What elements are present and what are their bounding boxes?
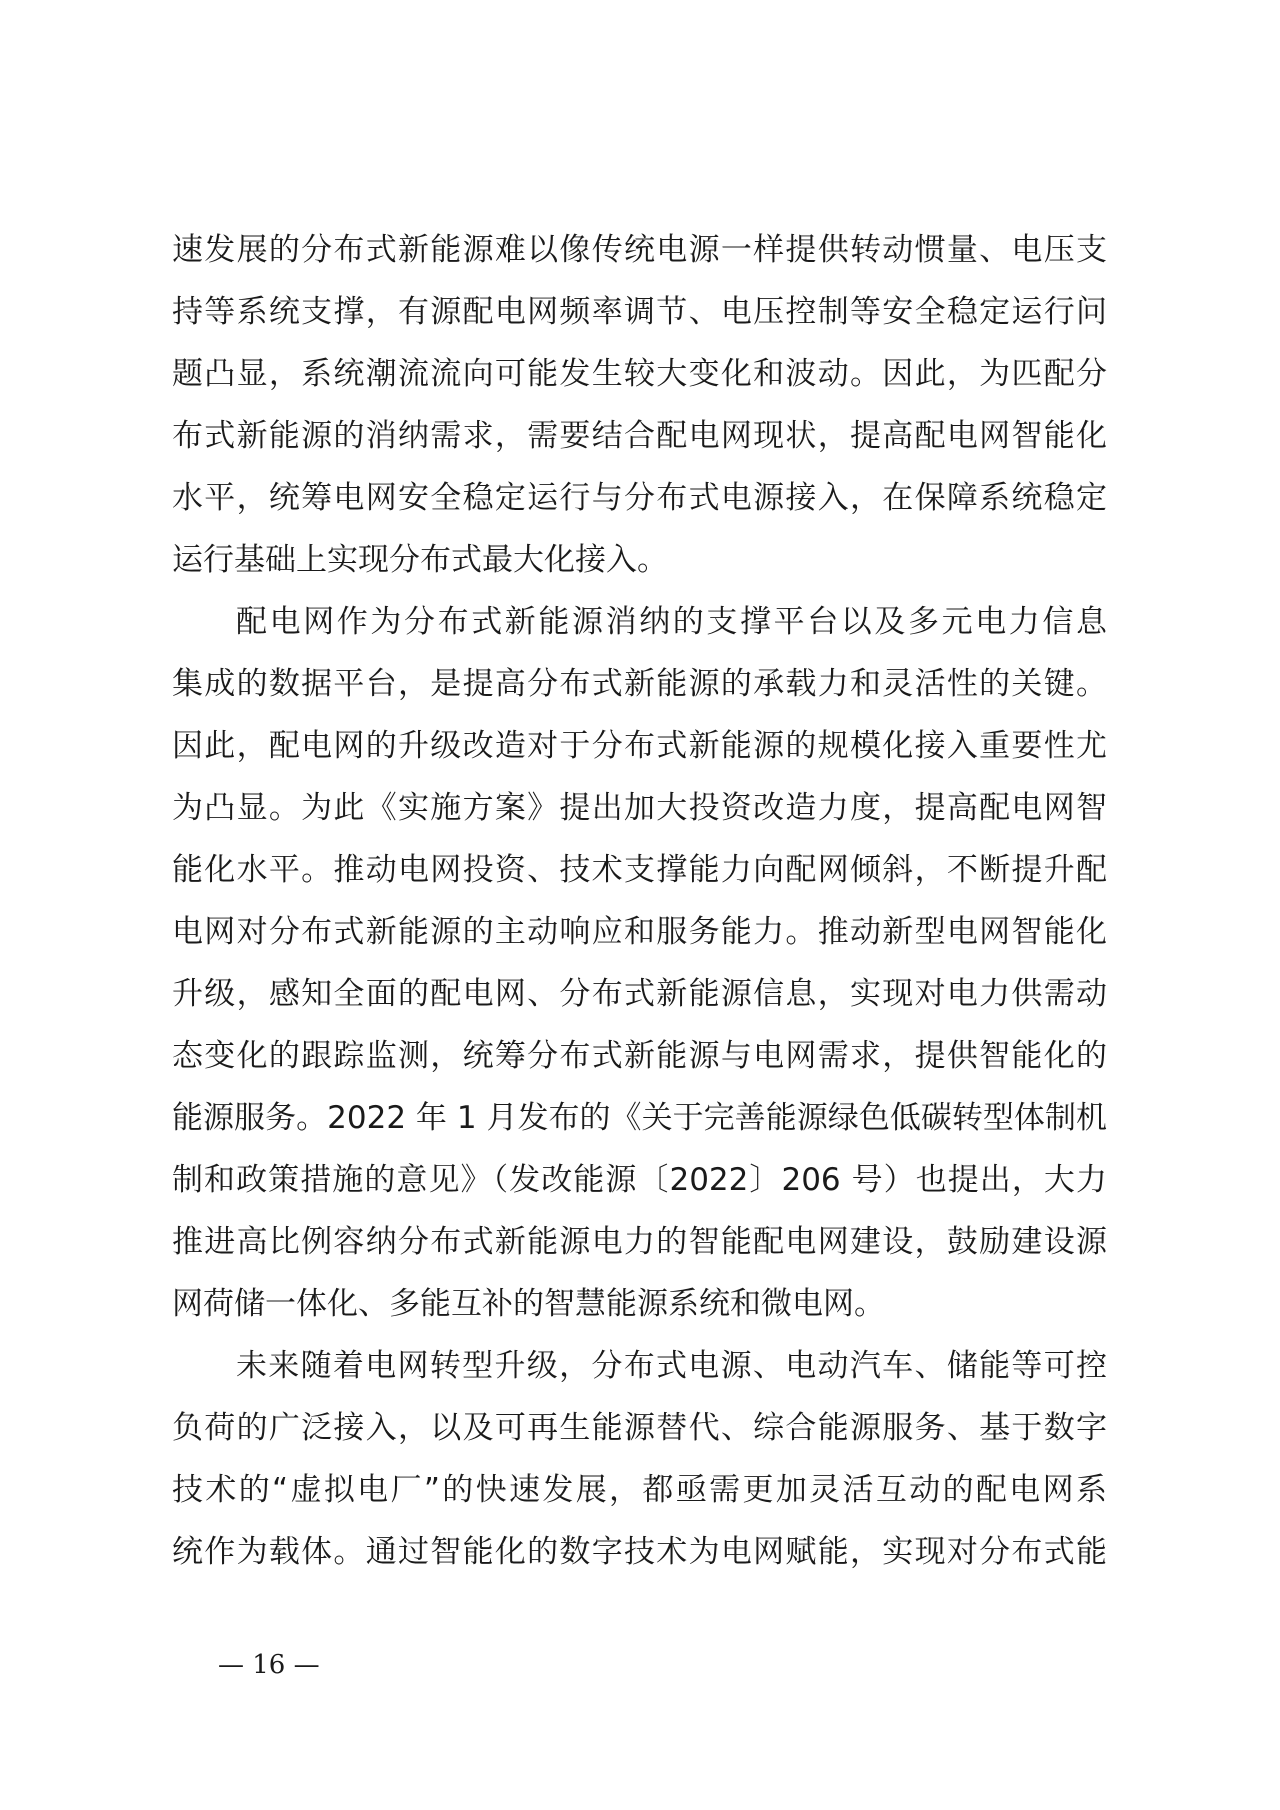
text-line: 集成的数据平台，是提高分布式新能源的承载力和灵活性的关键。 [172, 666, 1107, 702]
text-line: 电网对分布式新能源的主动响应和服务能力。推动新型电网智能化 [172, 914, 1107, 950]
text-line: 网荷储一体化、多能互补的智慧能源系统和微电网。 [172, 1286, 885, 1322]
text-line: 水平，统筹电网安全稳定运行与分布式电源接入，在保障系统稳定 [172, 480, 1107, 516]
text-line: 因此，配电网的升级改造对于分布式新能源的规模化接入重要性尤 [172, 728, 1107, 764]
text-line: 统作为载体。通过智能化的数字技术为电网赋能，实现对分布式能 [172, 1534, 1107, 1570]
text-line: 态变化的跟踪监测，统筹分布式新能源与电网需求，提供智能化的 [172, 1038, 1107, 1074]
text-line: 速发展的分布式新能源难以像传统电源一样提供转动惯量、电压支 [172, 232, 1107, 268]
text-line: 推进高比例容纳分布式新能源电力的智能配电网建设，鼓励建设源 [172, 1224, 1107, 1260]
text-line: 技术的“虚拟电厂”的快速发展，都亟需更加灵活互动的配电网系 [172, 1472, 1107, 1508]
text-line: 为凸显。为此《实施方案》提出加大投资改造力度，提高配电网智 [172, 790, 1107, 826]
paragraph-1 [172, 219, 1107, 591]
text-line: 持等系统支撑，有源配电网频率调节、电压控制等安全稳定运行问 [172, 294, 1107, 330]
text-line: 题凸显，系统潮流流向可能发生较大变化和波动。因此，为匹配分 [172, 356, 1107, 392]
page-number: — 16 — [218, 1650, 320, 1680]
paragraph-3 [172, 1335, 1107, 1583]
text-line: 能化水平。推动电网投资、技术支撑能力向配网倾斜，不断提升配 [172, 852, 1107, 888]
text-line: 能源服务。2022 年 1 月发布的《关于完善能源绿色低碳转型体制机 [172, 1100, 1107, 1136]
text-line: 制和政策措施的意见》（发改能源〔2022〕206 号）也提出，大力 [172, 1162, 1107, 1198]
body-text [172, 219, 1107, 1583]
text-line: 配电网作为分布式新能源消纳的支撑平台以及多元电力信息 [236, 604, 1107, 640]
paragraph-2 [172, 591, 1107, 1335]
text-line: 升级，感知全面的配电网、分布式新能源信息，实现对电力供需动 [172, 976, 1107, 1012]
text-line: 运行基础上实现分布式最大化接入。 [172, 542, 668, 578]
text-line: 负荷的广泛接入，以及可再生能源替代、综合能源服务、基于数字 [172, 1410, 1107, 1446]
text-line: 未来随着电网转型升级，分布式电源、电动汽车、储能等可控 [236, 1348, 1107, 1384]
text-line: 布式新能源的消纳需求，需要结合配电网现状，提高配电网智能化 [172, 418, 1107, 454]
